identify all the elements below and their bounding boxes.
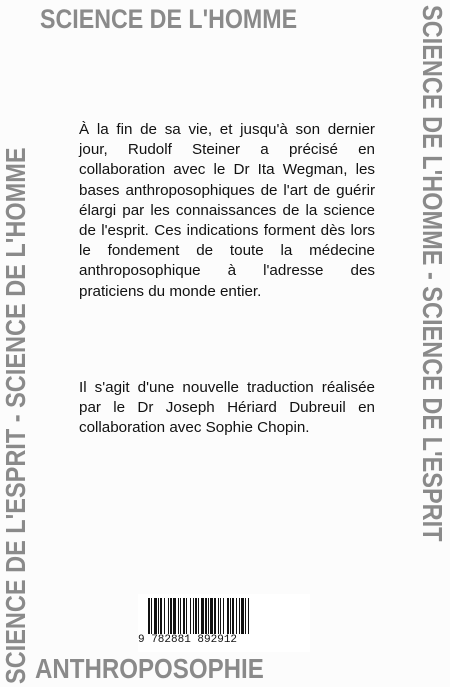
barcode-bars-icon [148,598,300,634]
right-band-title: SCIENCE DE L'HOMME - SCIENCE DE L'ESPRIT [417,5,448,542]
top-band-title: SCIENCE DE L'HOMME [40,4,298,34]
translation-paragraph: Il s'agit d'une nouvelle traduction réalisée par le Dr Joseph Hériard Dubreuil en collaboration avec Sophie Chopin. [79,379,375,437]
bottom-band-title: ANTHROPOSOPHIE [35,653,264,684]
left-band-title: SCIENCE DE L'ESPRIT - SCIENCE DE L'HOMME [0,147,31,685]
description-paragraph: À la fin de sa vie, et jusqu'à son dernier jour, Rudolf Steiner a précisé en collaboration avec le Dr Ita Wegman, les bases anthroposophiques de l'art de guérir élargi par les connaissances de la science de l'esprit. Ces indications forment dès lors le fondement de toute la médecine anthroposophique à l'adresse des praticiens du monde entier. [79,121,375,300]
barcode-digits: 9 782881 892912 [138,634,238,646]
isbn-barcode [138,594,310,652]
